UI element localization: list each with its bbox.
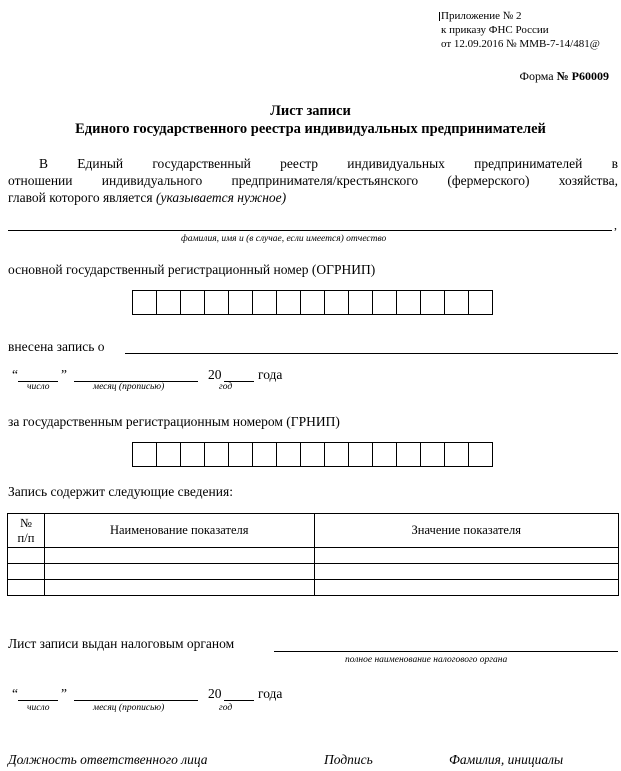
intro-line-2: отношении индивидуального предпринимателя/крестьянского (фермерского) хозяйства, bbox=[8, 173, 618, 188]
date1-month-caption: месяц (прописью) bbox=[93, 382, 165, 392]
column-number-line-1: № bbox=[20, 515, 32, 530]
appendix-line-3: от 12.09.2016 № ММВ-7-14/481@ bbox=[441, 38, 600, 50]
intro-line-1: В Единый государственный реестр индивидуальных предпринимателей в bbox=[39, 156, 618, 171]
ogrnip-label: основной государственный регистрационный номер (ОГРНИП) bbox=[8, 262, 376, 277]
table-header-row bbox=[8, 514, 619, 548]
title-line-2: Единого государственного реестра индивидуальных предпринимателей bbox=[75, 121, 546, 137]
full-name-label: Фамилия, инициалы bbox=[449, 752, 564, 767]
grnip-cells[interactable] bbox=[132, 442, 493, 467]
contains-label: Запись содержит следующие сведения: bbox=[8, 484, 233, 499]
ogrnip-cell[interactable] bbox=[300, 290, 325, 315]
form-prefix: Форма bbox=[519, 69, 557, 83]
name-field-caption: фамилия, имя и (в случае, если имеется) отчество bbox=[181, 234, 387, 244]
form-number bbox=[519, 69, 609, 84]
appendix-line-1: Приложение № 2 bbox=[441, 10, 522, 22]
grnip-label: за государственным регистрационным номером (ГРНИП) bbox=[8, 414, 340, 429]
grnip-cell[interactable] bbox=[228, 442, 253, 467]
ogrnip-cell[interactable] bbox=[324, 290, 349, 315]
grnip-cell[interactable] bbox=[300, 442, 325, 467]
date1-day-caption: число bbox=[27, 382, 50, 392]
grnip-cell[interactable] bbox=[396, 442, 421, 467]
ogrnip-cell[interactable] bbox=[132, 290, 157, 315]
tax-authority-line[interactable] bbox=[274, 651, 618, 652]
ogrnip-cell[interactable] bbox=[372, 290, 397, 315]
table-row bbox=[8, 564, 619, 580]
date2-month-line[interactable] bbox=[74, 700, 198, 701]
date1-close-quote: ” bbox=[61, 367, 67, 382]
table-cell[interactable] bbox=[314, 548, 618, 564]
intro-line-3-text: главой которого является bbox=[8, 190, 156, 205]
date2-month-caption: месяц (прописью) bbox=[93, 703, 165, 713]
date1-year-word: года bbox=[258, 367, 283, 382]
grnip-cell[interactable] bbox=[444, 442, 469, 467]
ogrnip-cell[interactable] bbox=[468, 290, 493, 315]
table-cell[interactable] bbox=[8, 580, 45, 596]
name-field-end: , bbox=[614, 218, 617, 232]
date2-year-word: года bbox=[258, 686, 283, 701]
date2-day-caption: число bbox=[27, 703, 50, 713]
intro-line-3 bbox=[8, 190, 286, 205]
appendix-line-2: к приказу ФНС России bbox=[441, 24, 549, 36]
name-field-line[interactable] bbox=[8, 230, 612, 231]
date2-close-quote: ” bbox=[61, 686, 67, 701]
ogrnip-cell[interactable] bbox=[228, 290, 253, 315]
table-cell[interactable] bbox=[8, 548, 45, 564]
column-number-header bbox=[8, 514, 45, 548]
table-cell[interactable] bbox=[44, 564, 314, 580]
data-table bbox=[7, 513, 619, 596]
table-cell[interactable] bbox=[314, 564, 618, 580]
column-number-line-2: п/п bbox=[17, 530, 35, 545]
appendix-note bbox=[441, 9, 619, 51]
intro-line-3-hint: (указывается нужное) bbox=[155, 190, 287, 205]
grnip-cell[interactable] bbox=[204, 442, 229, 467]
intro-paragraph bbox=[8, 155, 618, 206]
date2-year-line[interactable] bbox=[224, 700, 254, 701]
ogrnip-cells[interactable] bbox=[132, 290, 493, 315]
grnip-cell[interactable] bbox=[180, 442, 205, 467]
text-cursor bbox=[439, 12, 440, 21]
ogrnip-cell[interactable] bbox=[204, 290, 229, 315]
table-cell[interactable] bbox=[44, 580, 314, 596]
column-value-header: Значение показателя bbox=[314, 514, 618, 548]
record-field-line[interactable] bbox=[125, 353, 618, 354]
ogrnip-cell[interactable] bbox=[420, 290, 445, 315]
ogrnip-cell[interactable] bbox=[396, 290, 421, 315]
date2-open-quote: “ bbox=[12, 686, 18, 701]
ogrnip-cell[interactable] bbox=[180, 290, 205, 315]
grnip-cell[interactable] bbox=[348, 442, 373, 467]
ogrnip-cell[interactable] bbox=[252, 290, 277, 315]
date2-day-line[interactable] bbox=[18, 700, 58, 701]
ogrnip-cell[interactable] bbox=[156, 290, 181, 315]
date2-century: 20 bbox=[208, 686, 222, 701]
grnip-cell[interactable] bbox=[468, 442, 493, 467]
date1-open-quote: “ bbox=[12, 367, 18, 382]
position-label: Должность ответственного лица bbox=[8, 752, 208, 767]
table-cell[interactable] bbox=[8, 564, 45, 580]
date2-year-caption: год bbox=[219, 703, 233, 713]
grnip-cell[interactable] bbox=[324, 442, 349, 467]
tax-authority-caption: полное наименование налогового органа bbox=[345, 655, 508, 665]
record-label: внесена запись о bbox=[8, 339, 105, 354]
grnip-cell[interactable] bbox=[132, 442, 157, 467]
ogrnip-cell[interactable] bbox=[276, 290, 301, 315]
signature-label: Подпись bbox=[324, 752, 373, 767]
grnip-cell[interactable] bbox=[372, 442, 397, 467]
date1-century: 20 bbox=[208, 367, 222, 382]
table-cell[interactable] bbox=[44, 548, 314, 564]
date1-year-caption: год bbox=[219, 382, 233, 392]
ogrnip-cell[interactable] bbox=[348, 290, 373, 315]
grnip-cell[interactable] bbox=[156, 442, 181, 467]
grnip-cell[interactable] bbox=[252, 442, 277, 467]
table-row bbox=[8, 548, 619, 564]
table-cell[interactable] bbox=[314, 580, 618, 596]
column-name-header: Наименование показателя bbox=[44, 514, 314, 548]
grnip-cell[interactable] bbox=[276, 442, 301, 467]
grnip-cell[interactable] bbox=[420, 442, 445, 467]
ogrnip-cell[interactable] bbox=[444, 290, 469, 315]
form-code: № Р60009 bbox=[556, 69, 609, 83]
table-row bbox=[8, 580, 619, 596]
title-line-1: Лист записи bbox=[270, 103, 351, 119]
issued-label: Лист записи выдан налоговым органом bbox=[8, 636, 235, 651]
